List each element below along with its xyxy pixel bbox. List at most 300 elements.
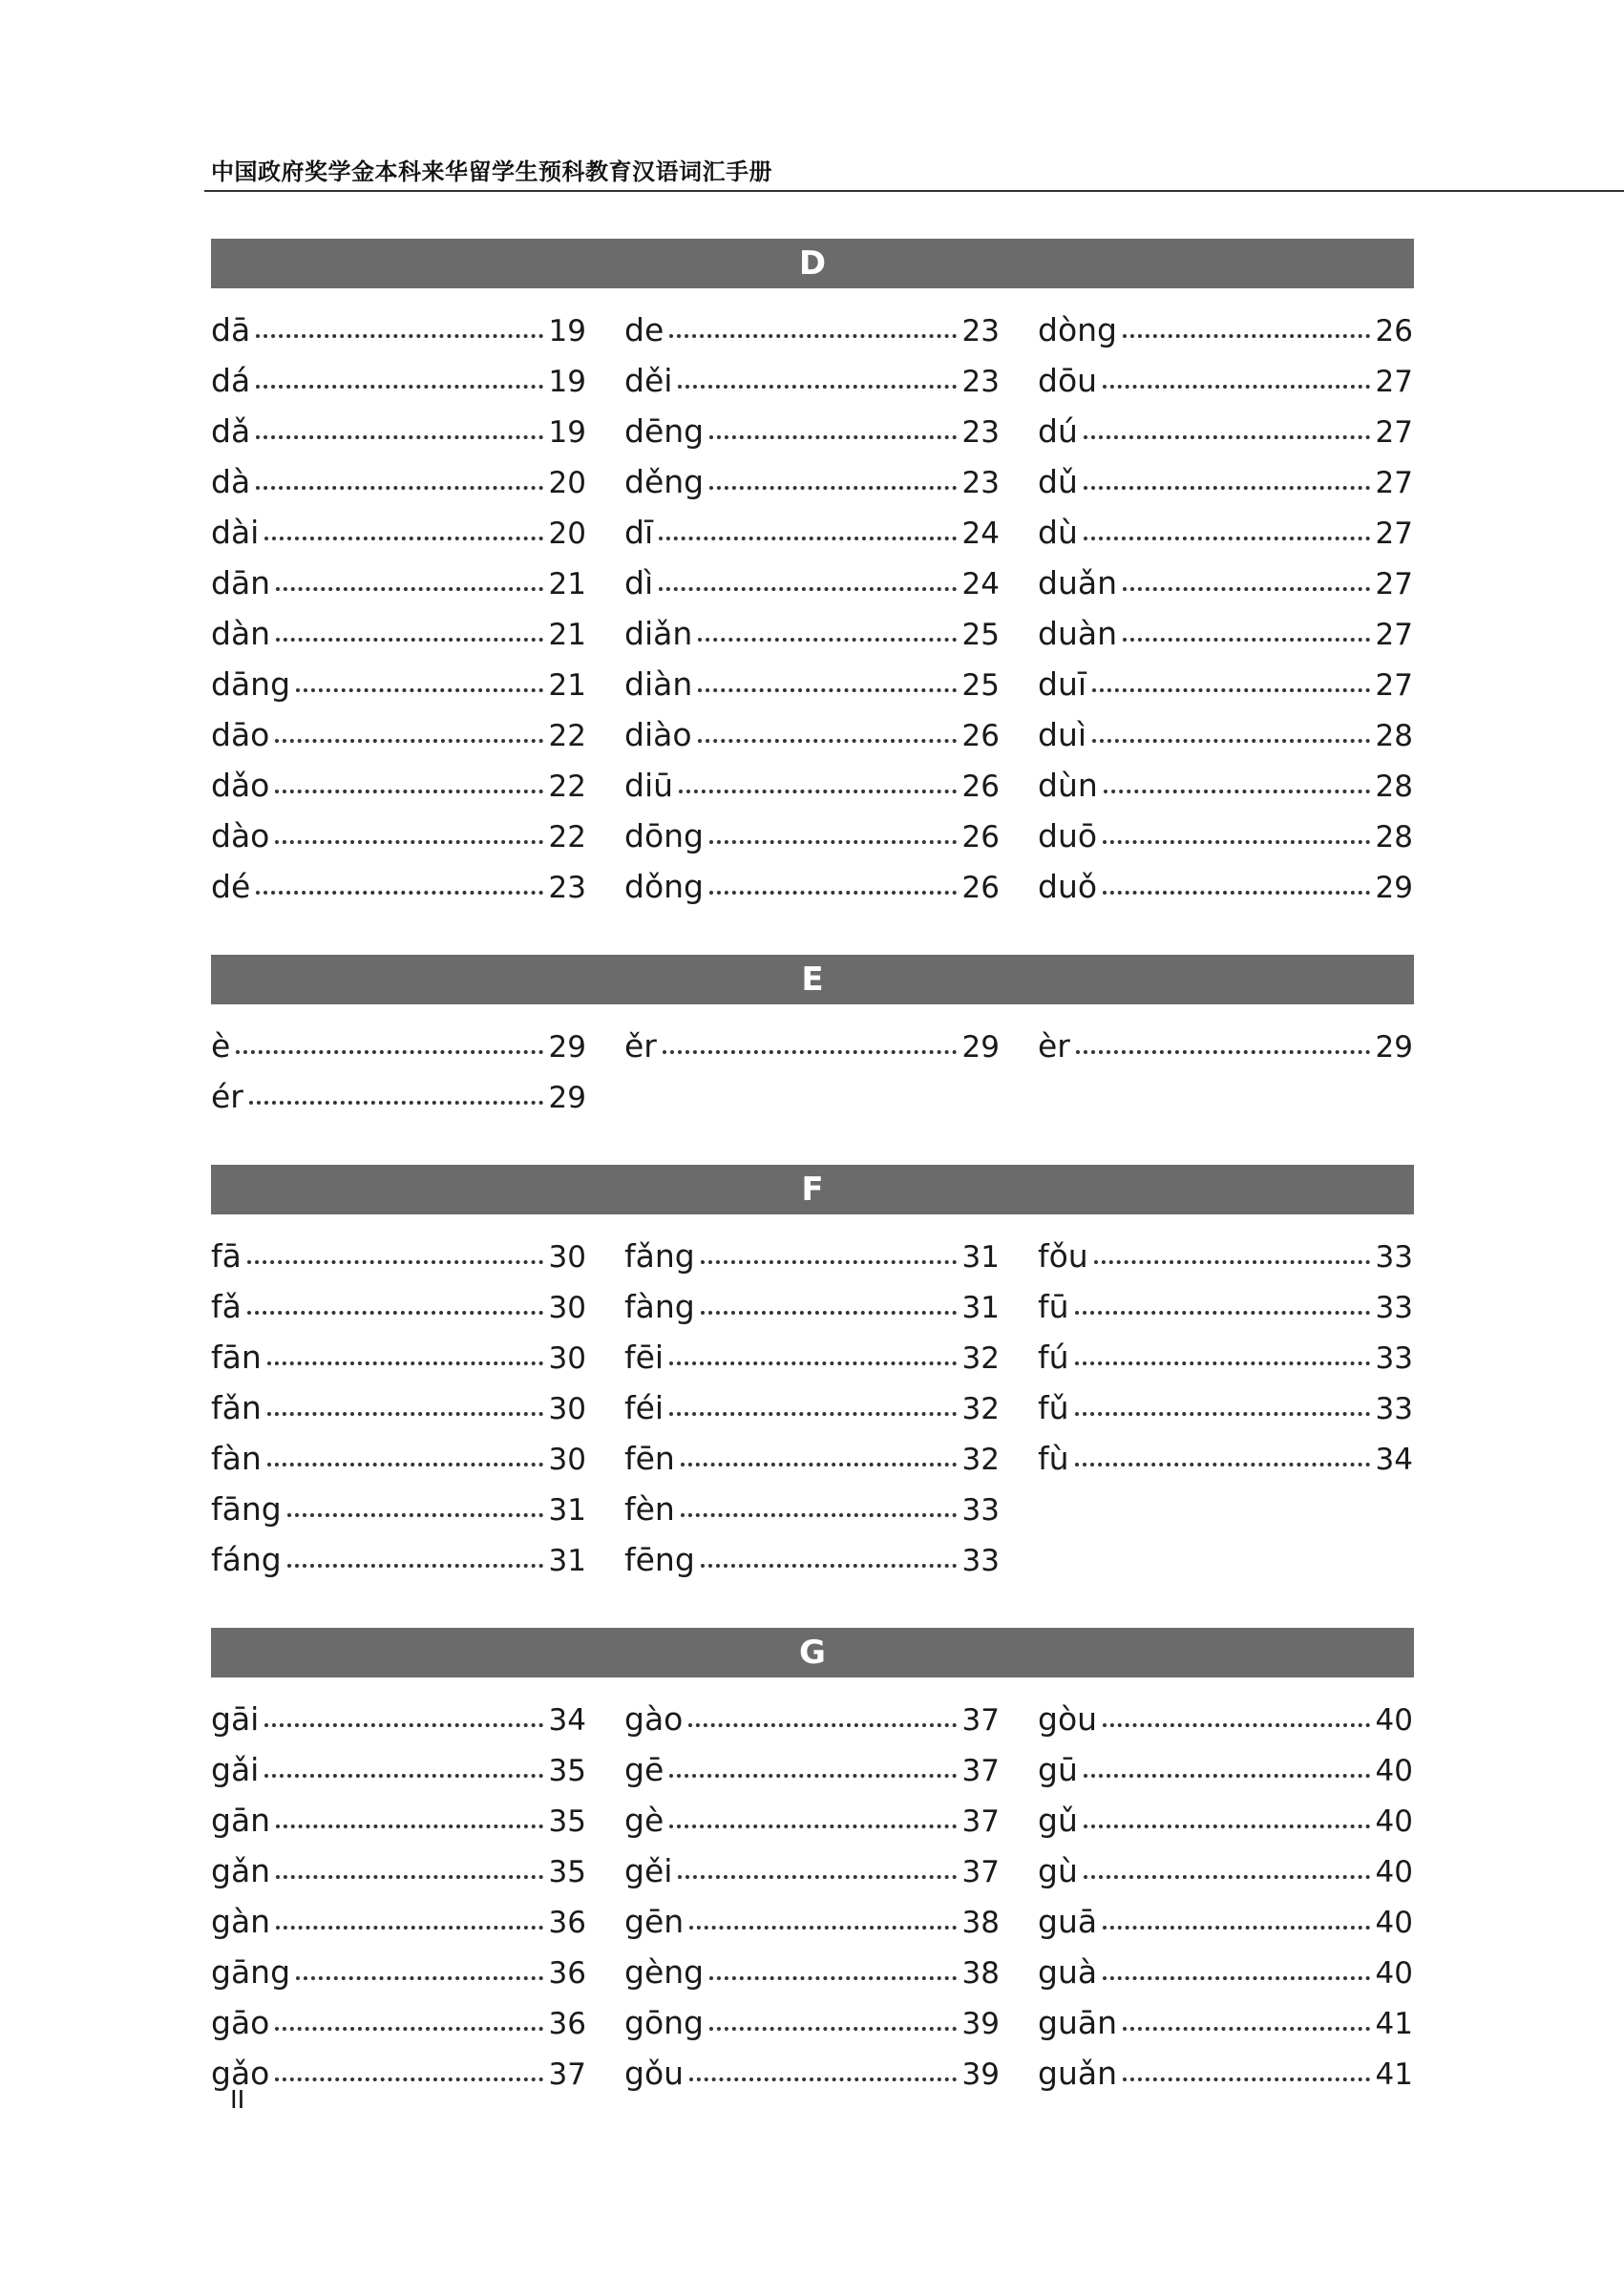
- section-letter-bar: F: [211, 1165, 1414, 1214]
- page-ref: 27: [1375, 517, 1413, 551]
- page-ref: 27: [1375, 415, 1413, 450]
- pinyin-syllable: ěr: [624, 1027, 657, 1065]
- dot-leader: [275, 790, 542, 793]
- pinyin-syllable: féi: [624, 1389, 664, 1426]
- pinyin-syllable: gāi: [211, 1700, 260, 1738]
- index-entry: [624, 1738, 1000, 1788]
- pinyin-syllable: gāng: [211, 1953, 291, 1991]
- dot-leader: [1084, 1825, 1370, 1828]
- entry-grid: [211, 1014, 1414, 1115]
- page-ref: 23: [961, 314, 1000, 348]
- page-ref: 31: [961, 1291, 1000, 1325]
- pinyin-syllable: fáng: [211, 1541, 282, 1578]
- page-ref: 29: [548, 1081, 586, 1115]
- entry-column: [211, 1687, 586, 2092]
- index-entry: [1038, 1014, 1413, 1065]
- entry-column: [211, 298, 586, 905]
- page-ref: 32: [961, 1392, 1000, 1426]
- index-sections: [211, 239, 1414, 2141]
- pinyin-syllable: duī: [1038, 665, 1087, 703]
- pinyin-syllable: gǒu: [624, 2055, 685, 2092]
- dot-leader: [276, 587, 542, 591]
- index-entry: [624, 1788, 1000, 1839]
- section-letter-bar: G: [211, 1628, 1414, 1677]
- index-entry: [1038, 854, 1413, 905]
- pinyin-syllable: gèng: [624, 1953, 705, 1991]
- pinyin-syllable: guǎn: [1038, 2055, 1117, 2092]
- dot-leader: [698, 739, 957, 743]
- index-entry: [211, 450, 586, 500]
- pinyin-syllable: dāo: [211, 716, 270, 753]
- pinyin-syllable: gù: [1038, 1852, 1078, 1889]
- index-entry: [211, 1014, 586, 1065]
- page-ref: 36: [548, 1906, 586, 1940]
- index-entry: [1038, 1426, 1413, 1477]
- dot-leader: [689, 2078, 956, 2081]
- dot-leader: [275, 840, 542, 844]
- page-ref: 27: [1375, 466, 1413, 500]
- dot-leader: [1103, 1976, 1369, 1980]
- index-entry: [211, 804, 586, 854]
- page-ref: 19: [548, 314, 586, 348]
- dot-leader: [1075, 1361, 1370, 1365]
- pinyin-syllable: de: [624, 311, 664, 348]
- page-ref: 29: [1375, 1030, 1413, 1065]
- dot-leader: [276, 1825, 542, 1828]
- page-ref: 19: [548, 415, 586, 450]
- page-ref: 34: [548, 1703, 586, 1738]
- pinyin-syllable: diàn: [624, 665, 693, 703]
- page-ref: 24: [961, 517, 1000, 551]
- index-entry: [211, 1224, 586, 1275]
- index-entry: [624, 753, 1000, 804]
- pinyin-syllable: dǒng: [624, 868, 704, 905]
- index-section-e: [211, 955, 1414, 1115]
- page-ref: 28: [1375, 770, 1413, 804]
- index-entry: [211, 551, 586, 601]
- pinyin-syllable: gǎi: [211, 1751, 260, 1788]
- page-ref: 24: [961, 567, 1000, 601]
- index-entry: [211, 1376, 586, 1426]
- page-ref: 26: [961, 871, 1000, 905]
- index-entry: [1038, 298, 1413, 348]
- pinyin-syllable: dì: [624, 564, 654, 601]
- pinyin-syllable: fǎn: [211, 1389, 262, 1426]
- index-entry: [211, 703, 586, 753]
- page-ref: 30: [548, 1443, 586, 1477]
- page-ref: 33: [1375, 1392, 1413, 1426]
- dot-leader: [701, 1564, 957, 1568]
- pinyin-syllable: fāng: [211, 1490, 282, 1528]
- page-ref: 29: [1375, 871, 1413, 905]
- pinyin-syllable: gěi: [624, 1852, 673, 1889]
- pinyin-syllable: gè: [624, 1802, 664, 1839]
- index-entry: [211, 601, 586, 652]
- index-entry: [1038, 1376, 1413, 1426]
- dot-leader: [679, 790, 957, 793]
- index-entry: [1038, 1275, 1413, 1325]
- pinyin-syllable: fǎng: [624, 1237, 695, 1275]
- index-entry: [1038, 1738, 1413, 1788]
- dot-leader: [709, 2027, 957, 2031]
- index-entry: [624, 348, 1000, 399]
- dot-leader: [256, 891, 542, 895]
- page-ref: 37: [961, 1703, 1000, 1738]
- dot-leader: [698, 688, 956, 692]
- dot-leader: [669, 334, 956, 338]
- index-entry: [1038, 1991, 1413, 2041]
- index-entry: [211, 1065, 586, 1115]
- page-ref: 33: [1375, 1341, 1413, 1376]
- index-entry: [211, 399, 586, 450]
- page-ref: 20: [548, 517, 586, 551]
- index-entry: [624, 1477, 1000, 1528]
- pinyin-syllable: gǎn: [211, 1852, 271, 1889]
- page-ref: 27: [1375, 668, 1413, 703]
- dot-leader: [256, 334, 542, 338]
- page-ref: 40: [1375, 1906, 1413, 1940]
- dot-leader: [287, 1564, 543, 1568]
- page-ref: 32: [961, 1341, 1000, 1376]
- index-section-g: [211, 1628, 1414, 2092]
- dot-leader: [681, 1513, 957, 1517]
- dot-leader: [264, 537, 542, 540]
- page-ref: 25: [961, 618, 1000, 652]
- pinyin-syllable: guān: [1038, 2004, 1117, 2041]
- dot-leader: [264, 1774, 542, 1778]
- index-section-f: [211, 1165, 1414, 1578]
- page-ref: 30: [548, 1341, 586, 1376]
- dot-leader: [659, 537, 956, 540]
- pinyin-syllable: dù: [1038, 514, 1078, 551]
- dot-leader: [247, 1311, 543, 1315]
- page-number: II: [230, 2086, 245, 2115]
- index-entry: [211, 2041, 586, 2092]
- pinyin-syllable: gǎo: [211, 2055, 270, 2092]
- dot-leader: [1123, 2078, 1370, 2081]
- index-entry: [211, 1275, 586, 1325]
- dot-leader: [276, 638, 542, 642]
- index-entry: [211, 1991, 586, 2041]
- index-entry: [1038, 1687, 1413, 1738]
- entry-column: [624, 1014, 1000, 1115]
- index-entry: [211, 298, 586, 348]
- dot-leader: [1123, 334, 1370, 338]
- page-ref: 35: [548, 1754, 586, 1788]
- header-rule: [204, 190, 1624, 192]
- dot-leader: [669, 1774, 956, 1778]
- pinyin-syllable: gàn: [211, 1903, 271, 1940]
- pinyin-syllable: dī: [624, 514, 654, 551]
- running-header: 中国政府奖学金本科来华留学生预科教育汉语词汇手册: [211, 158, 772, 185]
- page-ref: 29: [961, 1030, 1000, 1065]
- page-ref: 30: [548, 1291, 586, 1325]
- pinyin-syllable: dǎ: [211, 412, 251, 450]
- dot-leader: [236, 1050, 542, 1054]
- index-entry: [211, 348, 586, 399]
- dot-leader: [1084, 537, 1370, 540]
- page-ref: 23: [961, 365, 1000, 399]
- dot-leader: [709, 486, 956, 490]
- index-entry: [211, 1889, 586, 1940]
- pinyin-syllable: dān: [211, 564, 271, 601]
- pinyin-syllable: fān: [211, 1339, 262, 1376]
- section-letter-bar: D: [211, 239, 1414, 288]
- pinyin-syllable: ér: [211, 1078, 243, 1115]
- index-section-d: [211, 239, 1414, 905]
- pinyin-syllable: fú: [1038, 1339, 1069, 1376]
- index-entry: [624, 551, 1000, 601]
- pinyin-syllable: diào: [624, 716, 692, 753]
- dot-leader: [1092, 688, 1370, 692]
- pinyin-syllable: fēn: [624, 1440, 675, 1477]
- dot-leader: [1123, 2027, 1370, 2031]
- page-ref: 27: [1375, 567, 1413, 601]
- pinyin-syllable: guā: [1038, 1903, 1098, 1940]
- page-ref: 29: [548, 1030, 586, 1065]
- page-ref: 33: [961, 1493, 1000, 1528]
- dot-leader: [678, 385, 956, 389]
- pinyin-syllable: èr: [1038, 1027, 1070, 1065]
- index-entry: [1038, 1839, 1413, 1889]
- entry-grid: [211, 1224, 1414, 1578]
- dot-leader: [709, 891, 957, 895]
- dot-leader: [1075, 1463, 1370, 1466]
- pinyin-syllable: gào: [624, 1700, 684, 1738]
- index-entry: [624, 703, 1000, 753]
- pinyin-syllable: duō: [1038, 817, 1098, 854]
- index-entry: [211, 1528, 586, 1578]
- dot-leader: [256, 385, 542, 389]
- entry-column: [1038, 1224, 1413, 1578]
- pinyin-syllable: fǒu: [1038, 1237, 1088, 1275]
- dot-leader: [1103, 891, 1369, 895]
- pinyin-syllable: dào: [211, 817, 270, 854]
- dot-leader: [296, 688, 543, 692]
- index-entry: [1038, 2041, 1413, 2092]
- pinyin-syllable: fǔ: [1038, 1389, 1069, 1426]
- page-ref: 40: [1375, 1754, 1413, 1788]
- page-ref: 28: [1375, 719, 1413, 753]
- index-entry: [624, 1376, 1000, 1426]
- pinyin-syllable: gāo: [211, 2004, 270, 2041]
- page-ref: 26: [961, 770, 1000, 804]
- index-entry: [624, 1839, 1000, 1889]
- pinyin-syllable: gōng: [624, 2004, 704, 2041]
- dot-leader: [698, 638, 956, 642]
- page-ref: 23: [961, 466, 1000, 500]
- dot-leader: [1103, 385, 1369, 389]
- index-entry: [211, 1477, 586, 1528]
- dot-leader: [276, 1926, 542, 1930]
- index-entry: [624, 1014, 1000, 1065]
- index-entry: [1038, 601, 1413, 652]
- pinyin-syllable: dé: [211, 868, 251, 905]
- index-entry: [624, 399, 1000, 450]
- page-ref: 33: [1375, 1240, 1413, 1275]
- dot-leader: [267, 1412, 543, 1416]
- pinyin-syllable: gū: [1038, 1751, 1078, 1788]
- index-entry: [211, 1839, 586, 1889]
- index-entry: [624, 1528, 1000, 1578]
- pinyin-syllable: dòng: [1038, 311, 1117, 348]
- page-ref: 35: [548, 1804, 586, 1839]
- page-ref: 40: [1375, 1804, 1413, 1839]
- page-ref: 26: [961, 719, 1000, 753]
- index-entry: [1038, 399, 1413, 450]
- pinyin-syllable: dú: [1038, 412, 1078, 450]
- pinyin-syllable: diǎn: [624, 615, 693, 652]
- index-entry: [211, 1426, 586, 1477]
- dot-leader: [688, 1723, 956, 1727]
- pinyin-syllable: gēn: [624, 1903, 685, 1940]
- pinyin-syllable: dà: [211, 463, 251, 500]
- pinyin-syllable: dùn: [1038, 767, 1098, 804]
- pinyin-syllable: děi: [624, 362, 673, 399]
- page-ref: 27: [1375, 618, 1413, 652]
- pinyin-syllable: gǔ: [1038, 1802, 1078, 1839]
- pinyin-syllable: duǎn: [1038, 564, 1117, 601]
- index-entry: [211, 854, 586, 905]
- dot-leader: [256, 435, 542, 439]
- page-ref: 36: [548, 1956, 586, 1991]
- dot-leader: [681, 1463, 957, 1466]
- index-entry: [1038, 1325, 1413, 1376]
- dot-leader: [709, 435, 956, 439]
- pinyin-syllable: gān: [211, 1802, 271, 1839]
- pinyin-syllable: dāng: [211, 665, 291, 703]
- page-ref: 22: [548, 770, 586, 804]
- page-ref: 38: [961, 1956, 1000, 1991]
- dot-leader: [1084, 1875, 1370, 1879]
- index-entry: [624, 1426, 1000, 1477]
- index-entry: [1038, 450, 1413, 500]
- index-entry: [211, 500, 586, 551]
- entry-column: [1038, 1687, 1413, 2092]
- dot-leader: [669, 1412, 956, 1416]
- page-ref: 31: [548, 1544, 586, 1578]
- pinyin-syllable: děng: [624, 463, 705, 500]
- page-ref: 36: [548, 2007, 586, 2041]
- index-entry: [211, 1325, 586, 1376]
- page-ref: 37: [548, 2057, 586, 2092]
- entry-column: [211, 1014, 586, 1115]
- index-entry: [624, 450, 1000, 500]
- dot-leader: [1075, 1412, 1370, 1416]
- pinyin-syllable: è: [211, 1027, 231, 1065]
- dot-leader: [1076, 1050, 1370, 1054]
- page-ref: 30: [548, 1240, 586, 1275]
- dot-leader: [1123, 638, 1370, 642]
- page-ref: 32: [961, 1443, 1000, 1477]
- index-entry: [1038, 703, 1413, 753]
- page-ref: 37: [961, 1754, 1000, 1788]
- pinyin-syllable: dàn: [211, 615, 271, 652]
- page-ref: 35: [548, 1855, 586, 1889]
- page-ref: 40: [1375, 1855, 1413, 1889]
- pinyin-syllable: fēi: [624, 1339, 664, 1376]
- pinyin-syllable: fàn: [211, 1440, 262, 1477]
- dot-leader: [256, 486, 542, 490]
- dot-leader: [709, 840, 957, 844]
- index-entry: [1038, 1224, 1413, 1275]
- pinyin-syllable: dǔ: [1038, 463, 1078, 500]
- index-entry: [624, 601, 1000, 652]
- page-ref: 31: [548, 1493, 586, 1528]
- page-ref: 38: [961, 1906, 1000, 1940]
- index-entry: [211, 753, 586, 804]
- page-ref: 30: [548, 1392, 586, 1426]
- page-ref: 40: [1375, 1956, 1413, 1991]
- index-entry: [624, 2041, 1000, 2092]
- entry-column: [624, 1687, 1000, 2092]
- dot-leader: [1075, 1311, 1370, 1315]
- dot-leader: [267, 1361, 543, 1365]
- page-ref: 27: [1375, 365, 1413, 399]
- index-entry: [1038, 1940, 1413, 1991]
- dot-leader: [669, 1825, 956, 1828]
- entry-column: [624, 298, 1000, 905]
- entry-grid: [211, 1687, 1414, 2092]
- pinyin-syllable: dēng: [624, 412, 705, 450]
- pinyin-syllable: fèn: [624, 1490, 675, 1528]
- index-entry: [624, 1275, 1000, 1325]
- entry-column: [211, 1224, 586, 1578]
- page-ref: 20: [548, 466, 586, 500]
- dot-leader: [1103, 840, 1369, 844]
- page-ref: 19: [548, 365, 586, 399]
- index-entry: [211, 1940, 586, 1991]
- index-entry: [1038, 753, 1413, 804]
- dot-leader: [276, 1875, 542, 1879]
- entry-column: [624, 1224, 1000, 1578]
- dot-leader: [678, 1875, 956, 1879]
- dot-leader: [247, 1260, 543, 1264]
- entry-column: [1038, 298, 1413, 905]
- index-entry: [624, 1325, 1000, 1376]
- pinyin-syllable: duàn: [1038, 615, 1117, 652]
- page-ref: 34: [1375, 1443, 1413, 1477]
- dot-leader: [663, 1050, 957, 1054]
- index-entry: [1038, 348, 1413, 399]
- dot-leader: [1084, 435, 1370, 439]
- dot-leader: [669, 1361, 956, 1365]
- index-entry: [624, 1889, 1000, 1940]
- pinyin-syllable: guà: [1038, 1953, 1098, 1991]
- index-entry: [624, 1991, 1000, 2041]
- index-entry: [211, 1788, 586, 1839]
- pinyin-syllable: fù: [1038, 1440, 1069, 1477]
- dot-leader: [1123, 587, 1370, 591]
- index-entry: [624, 298, 1000, 348]
- pinyin-syllable: fǎ: [211, 1288, 242, 1325]
- pinyin-syllable: diū: [624, 767, 674, 804]
- dot-leader: [1094, 1260, 1370, 1264]
- index-entry: [1038, 551, 1413, 601]
- pinyin-syllable: fā: [211, 1237, 242, 1275]
- page-ref: 21: [548, 618, 586, 652]
- page-ref: 26: [1375, 314, 1413, 348]
- index-entry: [1038, 1788, 1413, 1839]
- page-ref: 31: [961, 1240, 1000, 1275]
- page-ref: 37: [961, 1804, 1000, 1839]
- dot-leader: [1092, 739, 1370, 743]
- pinyin-syllable: dài: [211, 514, 260, 551]
- index-entry: [624, 1687, 1000, 1738]
- page-ref: 37: [961, 1855, 1000, 1889]
- page-ref: 33: [1375, 1291, 1413, 1325]
- page-ref: 25: [961, 668, 1000, 703]
